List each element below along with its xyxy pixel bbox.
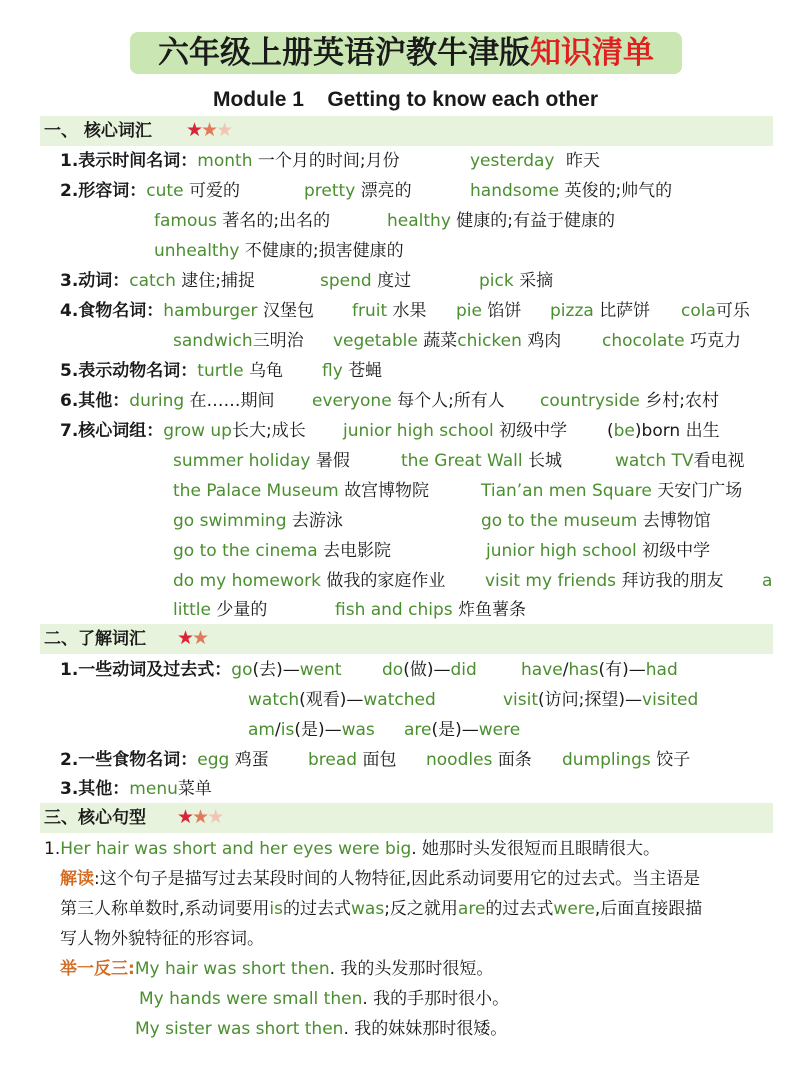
vocab-item: the Palace Museum 故宫博物院 xyxy=(173,481,430,501)
star-icon: ★ xyxy=(216,119,232,141)
sentence-line: 1.Her hair was short and her eyes were big. 她那时头发很短而且眼睛很大。 xyxy=(44,839,661,859)
vocab-meaning: 昨天 xyxy=(566,151,600,171)
vocab-item: junior high school 初级中学 xyxy=(486,541,711,561)
section-core-vocab: 一、 核心词汇 xyxy=(44,121,152,141)
title-highlight: 知识清单 xyxy=(530,35,654,71)
example-line: 举一反三:My hair was short then. 我的头发那时很短。 xyxy=(60,959,494,979)
vocab-item: noodles 面条 xyxy=(426,750,532,770)
star-icon: ★ xyxy=(207,806,223,828)
verb-line: 1.一些动词及过去式：go(去)—went xyxy=(60,660,342,680)
verb-item: am/is(是)—was xyxy=(248,720,375,740)
star-icon: ★ xyxy=(186,119,202,141)
vocab-item: little 少量的 xyxy=(173,600,268,620)
verb-item: are(是)—were xyxy=(404,720,521,740)
vocab-item: the Great Wall 长城 xyxy=(401,451,563,471)
vocab-line: 3.其他：menu菜单 xyxy=(60,779,212,799)
vocab-item: dumplings 饺子 xyxy=(562,750,691,770)
explanation-line: 第三人称单数时,系动词要用is的过去式was;反之就用are的过去式were,后面直接跟描 xyxy=(60,899,703,919)
example-line: My hands were small then. 我的手那时很小。 xyxy=(139,989,510,1009)
vocab-item: fly 苍蝇 xyxy=(322,361,383,381)
example-label: 举一反三 xyxy=(60,959,128,979)
explanation-label: 解读 xyxy=(60,869,94,889)
vocab-line: 5.表示动物名词：turtle 乌龟 xyxy=(60,361,283,381)
vocab-item: junior high school 初级中学 xyxy=(343,421,568,441)
section-band-core-sentences xyxy=(40,803,773,833)
example-line: My sister was short then. 我的妹妹那时很矮。 xyxy=(135,1019,508,1039)
star-icon: ★ xyxy=(177,806,193,828)
star-icon: ★ xyxy=(177,627,193,649)
verb-item: watch(观看)—watched xyxy=(248,690,436,710)
vocab-item: do my homework 做我的家庭作业 xyxy=(173,571,446,591)
section-understand-vocab: 二、了解词汇 xyxy=(44,629,146,649)
vocab-item: sandwich三明治 xyxy=(173,331,304,351)
module-heading: Module 1 Getting to know each other xyxy=(212,88,599,111)
vocab-item: pie 馅饼 xyxy=(456,301,522,321)
vocab-item: watch TV看电视 xyxy=(615,451,745,471)
vocab-item: go to the museum 去博物馆 xyxy=(481,511,711,531)
vocab-line: 7.核心词组：grow up长大;成长 xyxy=(60,421,306,441)
vocab-line: 1.表示时间名词：month 一个月的时间;月份 xyxy=(60,151,400,171)
vocab-item: handsome 英俊的;帅气的 xyxy=(470,181,673,201)
star-rating xyxy=(186,115,231,145)
vocab-item: summer holiday 暑假 xyxy=(173,451,350,471)
explanation-line: 写人物外貌特征的形容词。 xyxy=(60,929,264,949)
vocab-item: cola可乐 xyxy=(681,301,750,321)
vocab-item: unhealthy 不健康的;损害健康的 xyxy=(154,241,404,261)
section-band-understand-vocab xyxy=(40,624,773,654)
vocab-line: 4.食物名词：hamburger 汉堡包 xyxy=(60,301,314,321)
vocab-item: countryside 乡村;农村 xyxy=(540,391,719,411)
section-core-sentences: 三、核心句型 xyxy=(44,808,146,828)
explanation-line: 解读:这个句子是描写过去某段时间的人物特征,因此系动词要用它的过去式。当主语是 xyxy=(60,869,701,889)
vocab-item: spend 度过 xyxy=(320,271,412,291)
vocab-word: yesterday xyxy=(470,151,555,171)
vocab-item: bread 面包 xyxy=(308,750,397,770)
verb-item: visit(访问;探望)—visited xyxy=(503,690,699,710)
vocab-line: 2.一些食物名词：egg 鸡蛋 xyxy=(60,750,269,770)
vocab-item: pretty 漂亮的 xyxy=(304,181,412,201)
vocab-item: go swimming 去游泳 xyxy=(173,511,343,531)
vocab-item: pizza 比萨饼 xyxy=(550,301,651,321)
verb-item: do(做)—did xyxy=(382,660,477,680)
vocab-item: famous 著名的;出名的 xyxy=(154,211,331,231)
star-rating xyxy=(177,802,222,832)
vocab-line: 3.动词：catch 逮住;捕捉 xyxy=(60,271,255,291)
vocab-item: pick 采摘 xyxy=(479,271,554,291)
vocab-line: 2.形容词：cute 可爱的 xyxy=(60,181,240,201)
vocab-item: fruit 水果 xyxy=(352,301,427,321)
vocab-item: visit my friends 拜访我的朋友 xyxy=(485,571,724,591)
vocab-item: healthy 健康的;有益于健康的 xyxy=(387,211,616,231)
vocab-item: Tian’an men Square 天安门广场 xyxy=(481,481,743,501)
vocab-word: a xyxy=(762,571,773,591)
verb-item: have/has(有)—had xyxy=(521,660,678,680)
vocab-item: everyone 每个人;所有人 xyxy=(312,391,505,411)
vocab-item: go to the cinema 去电影院 xyxy=(173,541,392,561)
vocab-item: fish and chips 炸鱼薯条 xyxy=(335,600,527,620)
star-icon: ★ xyxy=(192,627,208,649)
vocab-item: chocolate 巧克力 xyxy=(602,331,741,351)
star-icon: ★ xyxy=(201,119,217,141)
star-icon: ★ xyxy=(192,806,208,828)
page-title: 六年级上册英语沪教牛津版知识清单 xyxy=(158,35,654,71)
star-rating xyxy=(177,623,207,653)
vocab-line: 6.其他：during 在……期间 xyxy=(60,391,275,411)
vocab-item: (be)born 出生 xyxy=(607,421,720,441)
vocab-item: vegetable 蔬菜chicken 鸡肉 xyxy=(333,331,562,351)
